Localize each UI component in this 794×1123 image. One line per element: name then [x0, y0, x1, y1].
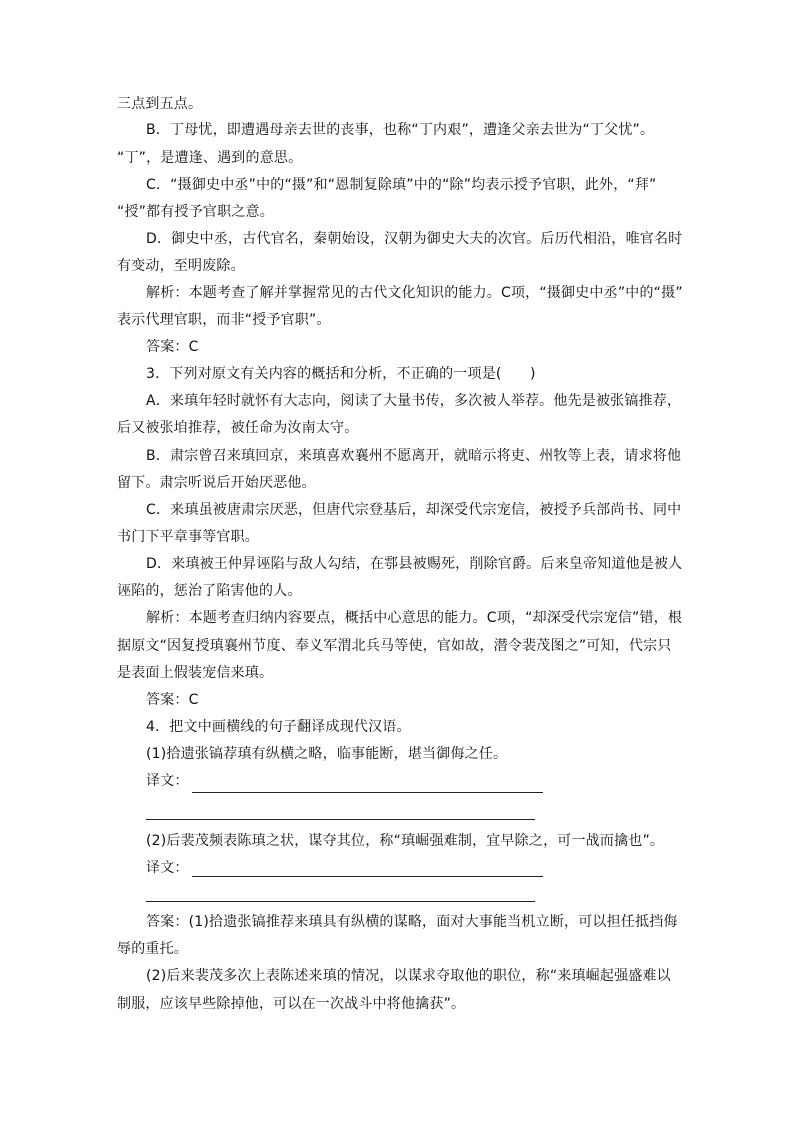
- text-line: 三点到五点。: [117, 96, 203, 112]
- analysis-line: 解析：本题考查了解并掌握常见的古代文化知识的能力。C项，“摄御史中丞”中的“摄”: [146, 285, 683, 301]
- text-line: 留下。肃宗听说后开始厌恶他。: [117, 475, 316, 491]
- answer-line: (2)后来裴茂多次上表陈述来瑱的情况，以谋求夺取他的职位，称“来瑱崛起强盛难以: [146, 968, 671, 984]
- text-line: “丁”，是遭逢、遇到的意思。: [117, 150, 303, 166]
- text-line: 有变动，至明废除。: [117, 258, 245, 274]
- translation-label: 译文：: [146, 860, 189, 876]
- answer-blank-line: [146, 901, 535, 902]
- text-line: 诬陷的，惩治了陷害他的人。: [117, 583, 302, 599]
- option-b-line: B．肃宗曾召来瑱回京，来瑱喜欢襄州不愿离开，就暗示将吏、州牧等上表，请求将他: [146, 448, 682, 464]
- answer-blank-line: [192, 876, 543, 877]
- option-d-line: D．御史中丞，古代官名，秦朝始设，汉朝为御史大夫的次官。后历代相沿，唯官名时: [146, 231, 683, 247]
- sentence-1: (1)拾遗张镐荐瑱有纵横之略，临事能断，堪当御侮之任。: [146, 746, 508, 762]
- option-b-line: B．丁母忧，即遭遇母亲去世的丧事，也称“丁内艰”，遭逢父亲去世为“丁父忧”。: [146, 122, 655, 138]
- text-line: 制服，应该早些除掉他，可以在一次战斗中将他擒获”。: [117, 996, 466, 1012]
- sentence-2: (2)后裴茂频表陈瑱之状，谋夺其位，称“瑱崛强难制，宜早除之，可一战而擒也”。: [146, 833, 665, 849]
- answer-blank-line: [192, 792, 543, 793]
- text-line: “授”都有授予官职之意。: [117, 204, 274, 220]
- text-line: 据原文“因复授瑱襄州节度、奉义军渭北兵马等使，官如故，潜令裴茂图之”可知，代宗只: [117, 638, 672, 654]
- text-line: 书门下平章事等官职。: [117, 529, 259, 545]
- question-4-title: 4．把文中画横线的句子翻译成现代汉语。: [146, 719, 411, 735]
- text-line: 是表面上假装宠信来瑱。: [117, 665, 274, 681]
- answer-line: 答案：C: [146, 692, 199, 708]
- option-a-line: A．来瑱年轻时就怀有大志向，阅读了大量书传，多次被人举荐。他先是被张镐推荐，: [146, 393, 682, 409]
- answer-line: 答案：C: [146, 339, 199, 355]
- answer-blank-line: [146, 819, 535, 820]
- analysis-line: 解析：本题考查归纳内容要点，概括中心意思的能力。C项，“却深受代宗宠信”错，根: [146, 610, 683, 626]
- question-3-title: 3．下列对原文有关内容的概括和分析，不正确的一项是( ): [146, 366, 536, 382]
- text-line: 辱的重托。: [117, 941, 188, 957]
- option-c-line: C．来瑱虽被唐肃宗厌恶，但唐代宗登基后，却深受代宗宠信，被授予兵部尚书、同中: [146, 502, 682, 518]
- text-line: 后又被张垍推荐，被任命为汝南太守。: [117, 420, 359, 436]
- option-c-line: C．“摄御史中丞”中的“摄”和“恩制复除瑱”中的“除”均表示授予官职，此外，“拜”: [146, 177, 657, 193]
- translation-label: 译文：: [146, 773, 189, 789]
- text-line: 表示代理官职，而非“授予官职”。: [117, 312, 331, 328]
- answer-line: 答案：(1)拾遗张镐推荐来瑱具有纵横的谋略，面对大事能当机立断，可以担任抵挡侮: [146, 914, 678, 930]
- option-d-line: D．来瑱被王仲昇诬陷与敌人勾结，在鄠县被赐死，削除官爵。后来皇帝知道他是被人: [146, 556, 683, 572]
